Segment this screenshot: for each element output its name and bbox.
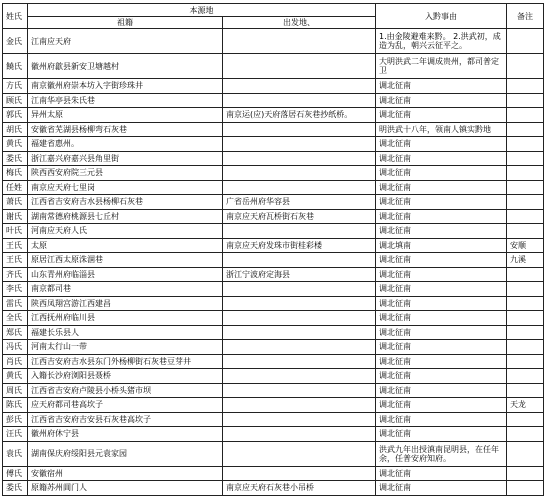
origin-cell: 南京徽州府崇本坊入字街珍珠井 — [28, 79, 223, 94]
reason-cell: 调北填南 — [376, 238, 507, 253]
note-cell — [507, 79, 544, 94]
surname-cell: 黄氏 — [3, 369, 28, 384]
departure-cell — [223, 54, 376, 79]
note-cell — [507, 54, 544, 79]
surname-cell: 萧氏 — [3, 195, 28, 210]
note-cell: 安顺 — [507, 238, 544, 253]
departure-cell: 广省岳州府华容县 — [223, 195, 376, 210]
origin-cell: 原籍苏州阊门人 — [28, 481, 223, 496]
reason-cell: 调北征南 — [376, 151, 507, 166]
note-cell — [507, 209, 544, 224]
reason-cell: 调北征南 — [376, 108, 507, 123]
origin-cell: 陕西凤翔宫游江西建昌 — [28, 296, 223, 311]
departure-cell — [223, 29, 376, 54]
reason-cell: 调北征南 — [376, 296, 507, 311]
table-row — [3, 340, 544, 355]
surname-cell: 王氏 — [3, 253, 28, 268]
table-row — [3, 412, 544, 427]
surname-cell: 李氏 — [3, 282, 28, 297]
origin-cell: 入籍长沙府浏阳县聂桥 — [28, 369, 223, 384]
note-cell — [507, 151, 544, 166]
departure-cell — [223, 340, 376, 355]
table-row — [3, 267, 544, 282]
departure-cell — [223, 93, 376, 108]
reason-cell: 调北征南 — [376, 466, 507, 481]
reason-cell: 调北征南 — [376, 325, 507, 340]
note-cell — [507, 427, 544, 442]
departure-cell: 南京应天府瓦桥街石灰巷 — [223, 209, 376, 224]
table-row — [3, 282, 544, 297]
origin-cell: 徽州府休宁县 — [28, 427, 223, 442]
note-cell — [507, 369, 544, 384]
reason-cell: 调北征南 — [376, 427, 507, 442]
note-cell — [507, 383, 544, 398]
origin-cell: 江西抚州府临川县 — [28, 311, 223, 326]
origin-cell: 原居江西太原洙涸巷 — [28, 253, 223, 268]
table-row — [3, 325, 544, 340]
origin-cell: 应天府都司巷高坎子 — [28, 398, 223, 413]
departure-cell — [223, 383, 376, 398]
surname-cell: 汪氏 — [3, 427, 28, 442]
departure-cell: 南京运(应)天府落居石灰巷抄纸桥。 — [223, 108, 376, 123]
surname-cell: 雷氏 — [3, 296, 28, 311]
note-cell: 九溪 — [507, 253, 544, 268]
surname-cell: 饒氏 — [3, 54, 28, 79]
departure-cell — [223, 224, 376, 239]
reason-cell: 调北征南 — [376, 369, 507, 384]
table-row — [3, 311, 544, 326]
reason-cell: 大明洪武二年调成贵州，都司普定卫 — [376, 54, 507, 79]
note-cell — [507, 441, 544, 466]
table-row — [3, 195, 544, 210]
table-row — [3, 441, 544, 466]
reason-cell: 调北征南 — [376, 340, 507, 355]
table-row — [3, 296, 544, 311]
departure-cell — [223, 180, 376, 195]
surname-cell: 冯氏 — [3, 340, 28, 355]
surname-cell: 齐氏 — [3, 267, 28, 282]
departure-cell — [223, 441, 376, 466]
origin-cell: 湖南常德府桃源县七丘村 — [28, 209, 223, 224]
departure-cell — [223, 151, 376, 166]
origin-cell: 河南太行山一带 — [28, 340, 223, 355]
table-row — [3, 224, 544, 239]
origin-cell: 江西省吉安府卢陵县小桥头猪市坝 — [28, 383, 223, 398]
table-row — [3, 166, 544, 181]
origin-cell: 江西吉安府吉水县东门外杨柳街石灰巷豆芽井 — [28, 354, 223, 369]
surname-cell: 叶氏 — [3, 224, 28, 239]
origin-cell: 安徽省芜湖县杨柳弯石灰巷 — [28, 122, 223, 137]
reason-cell: 调北征南 — [376, 282, 507, 297]
note-cell — [507, 108, 544, 123]
reason-cell: 调北征南 — [376, 354, 507, 369]
reason-cell: 调北征南 — [376, 267, 507, 282]
departure-cell — [223, 282, 376, 297]
reason-cell: 调北征南 — [376, 137, 507, 152]
surname-cell: 郑氏 — [3, 325, 28, 340]
table-row — [3, 427, 544, 442]
departure-cell — [223, 354, 376, 369]
surname-cell: 胡氏 — [3, 122, 28, 137]
reason-cell: 调北征南 — [376, 224, 507, 239]
table-row — [3, 93, 544, 108]
table-row — [3, 466, 544, 481]
origin-cell: 江南应天府 — [28, 29, 223, 54]
origin-cell: 福建长乐县人 — [28, 325, 223, 340]
departure-cell: 南京应天府石灰巷小吊桥 — [223, 481, 376, 496]
origin-header: 祖籍 — [28, 17, 223, 29]
origin-cell: 陕西西安府院三元县 — [28, 166, 223, 181]
surname-cell: 傅氏 — [3, 466, 28, 481]
note-cell — [507, 195, 544, 210]
note-cell — [507, 466, 544, 481]
reason-cell: 调北征南 — [376, 481, 507, 496]
reason-cell: 调北征南 — [376, 412, 507, 427]
note-cell — [507, 267, 544, 282]
surname-cell: 娄氏 — [3, 151, 28, 166]
note-cell — [507, 166, 544, 181]
surname-cell: 肖氏 — [3, 354, 28, 369]
departure-cell: 浙江宁波府定海县 — [223, 267, 376, 282]
note-header: 备注 — [507, 4, 544, 29]
reason-cell: 调北征南 — [376, 209, 507, 224]
note-cell — [507, 354, 544, 369]
origin-cell: 安徽宿州 — [28, 466, 223, 481]
note-cell — [507, 29, 544, 54]
origin-cell: 福建省惠州。 — [28, 137, 223, 152]
surname-origin-table — [2, 3, 544, 496]
reason-cell: 调北征南 — [376, 398, 507, 413]
table-row — [3, 137, 544, 152]
surname-header: 姓氏 — [3, 4, 28, 29]
reason-cell: 调北征南 — [376, 383, 507, 398]
surname-cell: 任姓 — [3, 180, 28, 195]
departure-cell — [223, 311, 376, 326]
note-cell — [507, 412, 544, 427]
surname-cell: 袁氏 — [3, 441, 28, 466]
surname-cell: 梅氏 — [3, 166, 28, 181]
origin-cell: 浙江嘉兴府嘉兴县角里街 — [28, 151, 223, 166]
table-row — [3, 238, 544, 253]
reason-cell: 调北征南 — [376, 195, 507, 210]
reason-cell: 调北征南 — [376, 166, 507, 181]
surname-cell: 金氏 — [3, 29, 28, 54]
reason-cell: 调北征南 — [376, 180, 507, 195]
note-cell — [507, 311, 544, 326]
table-row — [3, 209, 544, 224]
origin-cell: 南京应天府七里岗 — [28, 180, 223, 195]
surname-cell: 黄氏 — [3, 137, 28, 152]
note-cell — [507, 340, 544, 355]
reason-cell: 调北征南 — [376, 311, 507, 326]
table-row — [3, 180, 544, 195]
departure-cell: 南京应天府发珠市街桂彩楼 — [223, 238, 376, 253]
departure-cell — [223, 325, 376, 340]
departure-cell — [223, 398, 376, 413]
header-row — [3, 4, 544, 17]
table-row — [3, 108, 544, 123]
departure-cell — [223, 137, 376, 152]
table-row — [3, 398, 544, 413]
origin-cell: 异州太原 — [28, 108, 223, 123]
note-cell — [507, 224, 544, 239]
surname-cell: 顾氏 — [3, 93, 28, 108]
reason-cell: 调北征南 — [376, 93, 507, 108]
note-cell: 天龙 — [507, 398, 544, 413]
reason-cell: 调北征南 — [376, 253, 507, 268]
reason-header: 入黔事由 — [376, 4, 507, 29]
surname-cell: 全氏 — [3, 311, 28, 326]
surname-cell: 谢氏 — [3, 209, 28, 224]
surname-cell: 王氏 — [3, 238, 28, 253]
departure-cell — [223, 412, 376, 427]
departure-cell — [223, 369, 376, 384]
table-row — [3, 54, 544, 79]
origin-cell: 江南华亭县朱氏巷 — [28, 93, 223, 108]
origin-cell: 江西省吉安府吉水县杨柳石灰巷 — [28, 195, 223, 210]
surname-cell: 彭氏 — [3, 412, 28, 427]
departure-cell — [223, 427, 376, 442]
source-header: 本源地 — [28, 4, 376, 17]
departure-header: 出发地、 — [223, 17, 376, 29]
departure-cell — [223, 466, 376, 481]
note-cell — [507, 93, 544, 108]
surname-cell: 周氏 — [3, 383, 28, 398]
origin-cell: 河南应天府人氏 — [28, 224, 223, 239]
reason-cell: 调北征南 — [376, 79, 507, 94]
surname-cell: 郭氏 — [3, 108, 28, 123]
table-row — [3, 369, 544, 384]
surname-cell: 娄氏 — [3, 481, 28, 496]
note-cell — [507, 137, 544, 152]
origin-cell: 太原 — [28, 238, 223, 253]
departure-cell — [223, 79, 376, 94]
table-row — [3, 122, 544, 137]
note-cell — [507, 180, 544, 195]
surname-cell: 陈氏 — [3, 398, 28, 413]
table-row — [3, 29, 544, 54]
note-cell — [507, 325, 544, 340]
table-row — [3, 383, 544, 398]
note-cell — [507, 296, 544, 311]
table-row — [3, 253, 544, 268]
departure-cell — [223, 253, 376, 268]
table-row — [3, 481, 544, 496]
origin-cell: 徽州府歙县新安卫塘越村 — [28, 54, 223, 79]
origin-cell: 山东青州府临淄县 — [28, 267, 223, 282]
note-cell — [507, 282, 544, 297]
table-row — [3, 151, 544, 166]
table-row — [3, 354, 544, 369]
surname-cell: 方氏 — [3, 79, 28, 94]
reason-cell: 明洪武十八年，领南人镇实黔地 — [376, 122, 507, 137]
note-cell — [507, 481, 544, 496]
origin-cell: 江西省吉安府吉安县石灰巷高坎子 — [28, 412, 223, 427]
origin-cell: 湖南保庆府绥阳县元袁家园 — [28, 441, 223, 466]
reason-cell: 1.由金陵避难来黔。 2.洪武初，成造为乱，朝兴云征平之。 — [376, 29, 507, 54]
departure-cell — [223, 296, 376, 311]
departure-cell — [223, 122, 376, 137]
departure-cell — [223, 166, 376, 181]
table-row — [3, 79, 544, 94]
origin-cell: 南京都司巷 — [28, 282, 223, 297]
reason-cell: 洪武九年出授滇南昆明县，在任年余，任普安府知府。 — [376, 441, 507, 466]
note-cell — [507, 122, 544, 137]
